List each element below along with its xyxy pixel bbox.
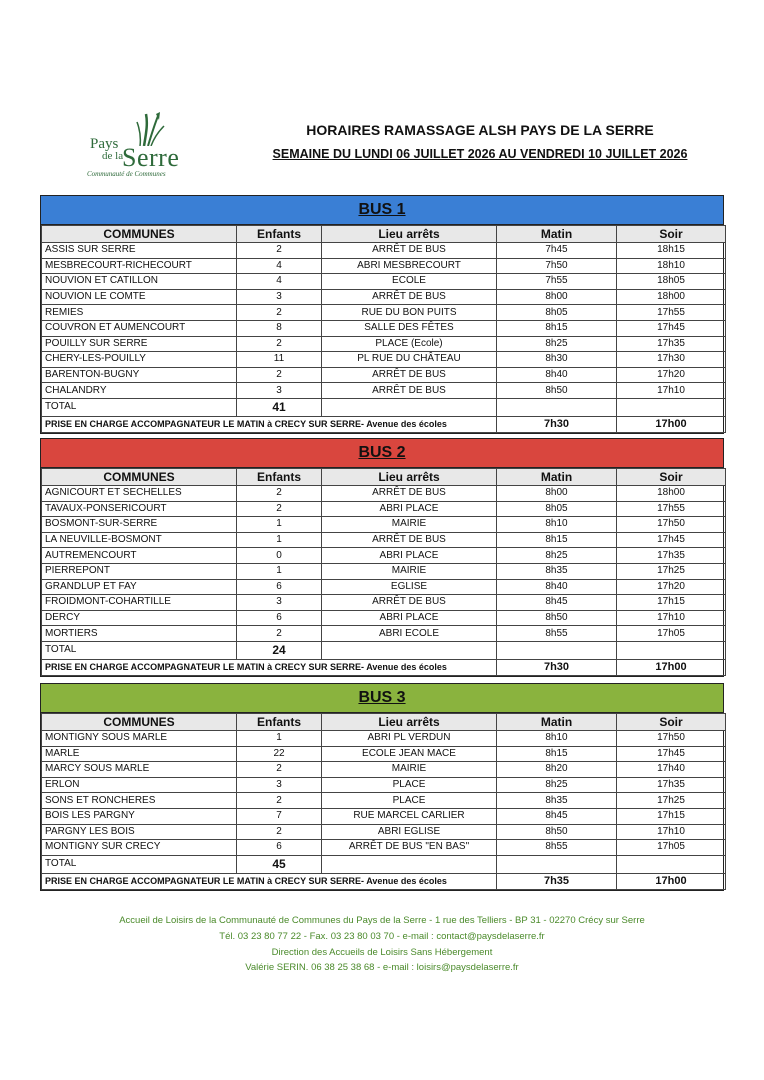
column-header-enfants: Enfants	[237, 226, 322, 243]
table-row	[42, 824, 726, 840]
table-row	[42, 808, 726, 824]
cell-matin: 8h50	[497, 383, 617, 399]
cell-enfants: 1	[237, 563, 322, 579]
cell-lieu: RUE DU BON PUITS	[322, 305, 497, 321]
column-header-lieu: Lieu arrêts	[322, 226, 497, 243]
cell-commune: CHALANDRY	[42, 383, 237, 399]
logo-text-pays: Pays	[90, 136, 119, 152]
logo-text-serre: Serre	[122, 143, 180, 172]
cell-lieu: MAIRIE	[322, 563, 497, 579]
total-value: 41	[237, 398, 322, 416]
total-value: 45	[237, 855, 322, 873]
cell-lieu: SALLE DES FÊTES	[322, 320, 497, 336]
cell-lieu: ABRI ECOLE	[322, 626, 497, 642]
pickup-label: PRISE EN CHARGE ACCOMPAGNATEUR LE MATIN à CRECY SUR SERRE- Avenue des écoles	[42, 416, 497, 432]
cell-soir: 17h25	[617, 793, 726, 809]
table-row	[42, 274, 726, 290]
footer-director: Valérie SERIN. 06 38 25 38 68 - e-mail : loisirs@paysdelaserre.fr	[245, 962, 519, 973]
cell-enfants: 1	[237, 731, 322, 747]
pickup-row	[42, 416, 726, 432]
cell-matin: 8h25	[497, 548, 617, 564]
cell-enfants: 2	[237, 305, 322, 321]
pickup-matin: 7h35	[497, 873, 617, 889]
table-row	[42, 352, 726, 368]
cell-enfants: 2	[237, 486, 322, 502]
cell-enfants: 4	[237, 258, 322, 274]
footer-direction: Direction des Accueils de Loisirs Sans Hébergement	[271, 947, 493, 958]
table-row	[42, 305, 726, 321]
cell-lieu: ECOLE	[322, 274, 497, 290]
table-row	[42, 258, 726, 274]
table-row	[42, 610, 726, 626]
cell-enfants: 2	[237, 626, 322, 642]
cell-matin: 8h10	[497, 517, 617, 533]
cell-soir: 17h35	[617, 336, 726, 352]
cell-lieu: ABRI PL VERDUN	[322, 731, 497, 747]
logo	[84, 112, 194, 182]
cell-lieu: ARRÊT DE BUS	[322, 595, 497, 611]
bus-block	[40, 438, 724, 677]
column-header-lieu: Lieu arrêts	[322, 714, 497, 731]
cell-lieu: ECOLE JEAN MACE	[322, 746, 497, 762]
column-header-soir: Soir	[617, 469, 726, 486]
cell-commune: COUVRON ET AUMENCOURT	[42, 320, 237, 336]
cell-matin: 8h00	[497, 289, 617, 305]
column-header-communes: COMMUNES	[42, 226, 237, 243]
logo-subtitle: Communauté de Communes	[87, 170, 166, 178]
bus-header	[41, 684, 723, 713]
cell-lieu: ABRI PLACE	[322, 548, 497, 564]
cell-lieu: EGLISE	[322, 579, 497, 595]
cell-commune: ERLON	[42, 777, 237, 793]
cell-commune: PIERREPONT	[42, 563, 237, 579]
table-row	[42, 501, 726, 517]
cell-commune: MONTIGNY SOUS MARLE	[42, 731, 237, 747]
table-row	[42, 548, 726, 564]
table-row	[42, 746, 726, 762]
table-row	[42, 517, 726, 533]
cell-matin: 8h15	[497, 532, 617, 548]
total-row	[42, 398, 726, 416]
cell-soir: 17h45	[617, 746, 726, 762]
empty-cell	[497, 398, 617, 416]
cell-soir: 17h10	[617, 824, 726, 840]
cell-matin: 8h40	[497, 579, 617, 595]
pickup-soir: 17h00	[617, 659, 726, 675]
cell-commune: CHERY-LES-POUILLY	[42, 352, 237, 368]
cell-soir: 17h05	[617, 626, 726, 642]
cell-enfants: 7	[237, 808, 322, 824]
pickup-label: PRISE EN CHARGE ACCOMPAGNATEUR LE MATIN à CRECY SUR SERRE- Avenue des écoles	[42, 873, 497, 889]
cell-matin: 8h05	[497, 305, 617, 321]
cell-matin: 8h35	[497, 793, 617, 809]
empty-cell	[617, 855, 726, 873]
cell-enfants: 0	[237, 548, 322, 564]
cell-soir: 17h50	[617, 517, 726, 533]
cell-lieu: ABRI PLACE	[322, 610, 497, 626]
cell-matin: 8h50	[497, 610, 617, 626]
cell-enfants: 2	[237, 243, 322, 259]
cell-matin: 8h30	[497, 352, 617, 368]
cell-lieu: PL RUE DU CHÂTEAU	[322, 352, 497, 368]
empty-cell	[617, 398, 726, 416]
column-header-lieu: Lieu arrêts	[322, 469, 497, 486]
cell-lieu: ARRÊT DE BUS	[322, 532, 497, 548]
column-header-matin: Matin	[497, 226, 617, 243]
schedule-table	[41, 225, 726, 433]
table-row	[42, 367, 726, 383]
cell-enfants: 1	[237, 517, 322, 533]
bus-title: BUS 1	[358, 201, 406, 218]
cell-commune: PARGNY LES BOIS	[42, 824, 237, 840]
column-header-soir: Soir	[617, 714, 726, 731]
cell-lieu: ARRÊT DE BUS "EN BAS"	[322, 840, 497, 856]
cell-soir: 17h15	[617, 595, 726, 611]
logo-text-dela: de la	[102, 150, 124, 162]
cell-soir: 18h05	[617, 274, 726, 290]
cell-soir: 17h35	[617, 777, 726, 793]
cell-soir: 17h20	[617, 367, 726, 383]
table-row	[42, 731, 726, 747]
table-row	[42, 336, 726, 352]
cell-enfants: 11	[237, 352, 322, 368]
cell-enfants: 3	[237, 383, 322, 399]
cell-enfants: 1	[237, 532, 322, 548]
schedule-table	[41, 468, 726, 676]
cell-commune: MONTIGNY SUR CRECY	[42, 840, 237, 856]
cell-soir: 17h55	[617, 305, 726, 321]
bus-title: BUS 3	[358, 689, 406, 706]
cell-commune: ASSIS SUR SERRE	[42, 243, 237, 259]
cell-matin: 8h05	[497, 501, 617, 517]
cell-commune: DERCY	[42, 610, 237, 626]
cell-commune: LA NEUVILLE-BOSMONT	[42, 532, 237, 548]
cell-lieu: PLACE (Ecole)	[322, 336, 497, 352]
cell-enfants: 6	[237, 840, 322, 856]
cell-lieu: ARRÊT DE BUS	[322, 486, 497, 502]
table-row	[42, 320, 726, 336]
reed-icon	[136, 112, 166, 146]
footer-contact: Tél. 03 23 80 77 22 - Fax. 03 23 80 03 70 - e-mail : contact@paysdelaserre.fr	[219, 931, 545, 942]
cell-enfants: 2	[237, 336, 322, 352]
cell-soir: 17h55	[617, 501, 726, 517]
pickup-row	[42, 873, 726, 889]
cell-soir: 17h05	[617, 840, 726, 856]
cell-lieu: ARRÊT DE BUS	[322, 243, 497, 259]
table-header-row	[42, 226, 726, 243]
cell-lieu: RUE MARCEL CARLIER	[322, 808, 497, 824]
table-row	[42, 793, 726, 809]
table-row	[42, 777, 726, 793]
cell-soir: 18h00	[617, 289, 726, 305]
cell-enfants: 8	[237, 320, 322, 336]
cell-lieu: ARRÊT DE BUS	[322, 367, 497, 383]
column-header-soir: Soir	[617, 226, 726, 243]
cell-matin: 8h25	[497, 777, 617, 793]
cell-lieu: ABRI EGLISE	[322, 824, 497, 840]
cell-commune: AGNICOURT ET SECHELLES	[42, 486, 237, 502]
cell-lieu: ARRÊT DE BUS	[322, 383, 497, 399]
cell-enfants: 6	[237, 579, 322, 595]
cell-matin: 8h40	[497, 367, 617, 383]
cell-soir: 17h10	[617, 610, 726, 626]
cell-soir: 17h10	[617, 383, 726, 399]
empty-cell	[497, 855, 617, 873]
cell-matin: 8h25	[497, 336, 617, 352]
pickup-matin: 7h30	[497, 659, 617, 675]
total-label: TOTAL	[42, 398, 237, 416]
cell-matin: 7h45	[497, 243, 617, 259]
pickup-row	[42, 659, 726, 675]
table-row	[42, 626, 726, 642]
cell-lieu: ABRI MESBRECOURT	[322, 258, 497, 274]
cell-matin: 8h10	[497, 731, 617, 747]
cell-matin: 8h20	[497, 762, 617, 778]
cell-commune: MARCY SOUS MARLE	[42, 762, 237, 778]
cell-soir: 17h25	[617, 563, 726, 579]
cell-soir: 18h00	[617, 486, 726, 502]
cell-matin: 8h45	[497, 808, 617, 824]
cell-lieu: ABRI PLACE	[322, 501, 497, 517]
column-header-communes: COMMUNES	[42, 714, 237, 731]
cell-commune: SONS ET RONCHERES	[42, 793, 237, 809]
cell-soir: 17h30	[617, 352, 726, 368]
pickup-soir: 17h00	[617, 416, 726, 432]
cell-enfants: 3	[237, 777, 322, 793]
cell-commune: NOUVION LE COMTE	[42, 289, 237, 305]
table-row	[42, 243, 726, 259]
column-header-enfants: Enfants	[237, 469, 322, 486]
cell-matin: 7h55	[497, 274, 617, 290]
pickup-soir: 17h00	[617, 873, 726, 889]
table-header-row	[42, 714, 726, 731]
column-header-communes: COMMUNES	[42, 469, 237, 486]
bus-title: BUS 2	[358, 444, 406, 461]
cell-matin: 8h15	[497, 746, 617, 762]
cell-soir: 17h45	[617, 532, 726, 548]
bus-header	[41, 439, 723, 468]
column-header-matin: Matin	[497, 714, 617, 731]
cell-commune: AUTREMENCOURT	[42, 548, 237, 564]
table-row	[42, 383, 726, 399]
cell-commune: MESBRECOURT-RICHECOURT	[42, 258, 237, 274]
cell-enfants: 2	[237, 501, 322, 517]
cell-enfants: 2	[237, 793, 322, 809]
schedule-table	[41, 713, 726, 890]
cell-matin: 8h45	[497, 595, 617, 611]
cell-enfants: 2	[237, 824, 322, 840]
table-row	[42, 762, 726, 778]
cell-soir: 18h10	[617, 258, 726, 274]
pickup-matin: 7h30	[497, 416, 617, 432]
cell-enfants: 3	[237, 289, 322, 305]
column-header-matin: Matin	[497, 469, 617, 486]
page-title: HORAIRES RAMASSAGE ALSH PAYS DE LA SERRE	[306, 122, 654, 138]
cell-enfants: 22	[237, 746, 322, 762]
cell-matin: 8h15	[497, 320, 617, 336]
cell-enfants: 6	[237, 610, 322, 626]
cell-commune: BOIS LES PARGNY	[42, 808, 237, 824]
table-row	[42, 595, 726, 611]
empty-cell	[617, 641, 726, 659]
cell-lieu: PLACE	[322, 793, 497, 809]
table-row	[42, 840, 726, 856]
cell-lieu: MAIRIE	[322, 762, 497, 778]
cell-commune: BOSMONT-SUR-SERRE	[42, 517, 237, 533]
cell-commune: MORTIERS	[42, 626, 237, 642]
table-row	[42, 289, 726, 305]
cell-matin: 8h35	[497, 563, 617, 579]
table-row	[42, 532, 726, 548]
table-row	[42, 579, 726, 595]
cell-commune: NOUVION ET CATILLON	[42, 274, 237, 290]
cell-soir: 17h50	[617, 731, 726, 747]
page-subtitle: SEMAINE DU LUNDI 06 JUILLET 2026 AU VENDREDI 10 JUILLET 2026	[272, 147, 688, 161]
empty-cell	[322, 855, 497, 873]
cell-matin: 8h50	[497, 824, 617, 840]
cell-lieu: ARRÊT DE BUS	[322, 289, 497, 305]
cell-commune: FROIDMONT-COHARTILLE	[42, 595, 237, 611]
cell-matin: 8h00	[497, 486, 617, 502]
cell-commune: TAVAUX-PONSERICOURT	[42, 501, 237, 517]
cell-soir: 17h40	[617, 762, 726, 778]
cell-commune: GRANDLUP ET FAY	[42, 579, 237, 595]
cell-commune: POUILLY SUR SERRE	[42, 336, 237, 352]
total-value: 24	[237, 641, 322, 659]
table-row	[42, 486, 726, 502]
cell-enfants: 4	[237, 274, 322, 290]
total-row	[42, 641, 726, 659]
cell-enfants: 3	[237, 595, 322, 611]
table-header-row	[42, 469, 726, 486]
cell-commune: MARLE	[42, 746, 237, 762]
cell-soir: 17h15	[617, 808, 726, 824]
cell-lieu: MAIRIE	[322, 517, 497, 533]
bus-block	[40, 195, 724, 434]
cell-enfants: 2	[237, 367, 322, 383]
cell-enfants: 2	[237, 762, 322, 778]
pickup-label: PRISE EN CHARGE ACCOMPAGNATEUR LE MATIN à CRECY SUR SERRE- Avenue des écoles	[42, 659, 497, 675]
cell-soir: 17h35	[617, 548, 726, 564]
empty-cell	[322, 641, 497, 659]
total-label: TOTAL	[42, 641, 237, 659]
cell-matin: 8h55	[497, 840, 617, 856]
cell-matin: 7h50	[497, 258, 617, 274]
cell-commune: BARENTON-BUGNY	[42, 367, 237, 383]
bus-header	[41, 196, 723, 225]
cell-commune: REMIES	[42, 305, 237, 321]
cell-soir: 17h20	[617, 579, 726, 595]
bus-block	[40, 683, 724, 891]
empty-cell	[322, 398, 497, 416]
footer-address: Accueil de Loisirs de la Communauté de Communes du Pays de la Serre - 1 rue des Telliers - BP 31 - 02270 Crécy sur Serre	[119, 915, 645, 926]
empty-cell	[497, 641, 617, 659]
cell-soir: 18h15	[617, 243, 726, 259]
table-row	[42, 563, 726, 579]
total-row	[42, 855, 726, 873]
cell-soir: 17h45	[617, 320, 726, 336]
total-label: TOTAL	[42, 855, 237, 873]
cell-lieu: PLACE	[322, 777, 497, 793]
cell-matin: 8h55	[497, 626, 617, 642]
column-header-enfants: Enfants	[237, 714, 322, 731]
